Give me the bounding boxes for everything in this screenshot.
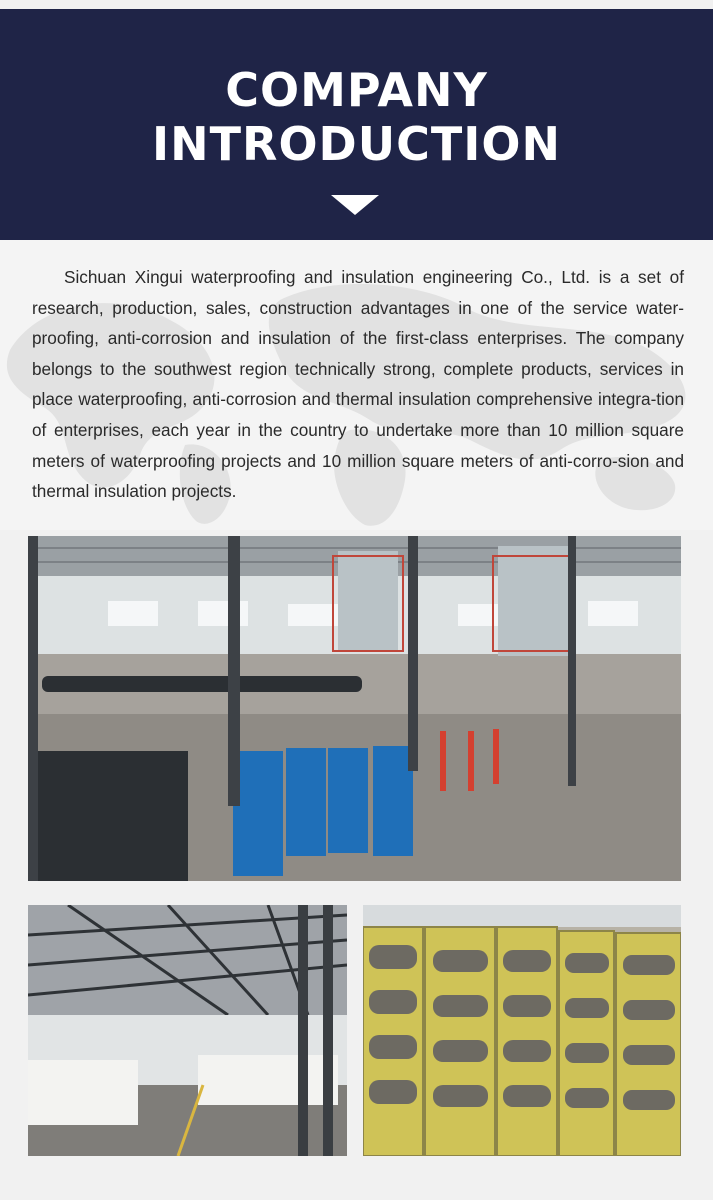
warehouse-photo (28, 905, 347, 1156)
title-line-1: COMPANY (225, 63, 488, 117)
title-banner (0, 9, 713, 240)
title-line-2: INTRODUCTION (152, 117, 561, 171)
insulation-stack-photo (363, 905, 681, 1156)
factory-floor-photo (28, 536, 681, 881)
intro-paragraph: Sichuan Xingui waterproofing and insulation engineering Co., Ltd. is a set of research, production, sales, construction advantages in one of the service water-proofing, anti-corrosion and insulation of the first-class enterprises. The company belongs to the southwest region technically strong, complete products, services in place waterproofing, anti-corrosion and thermal insulation comprehensive integra-tion of enterprises, each year in the country to undertake more than 10 million square meters of waterproofing projects and 10 million square meters of anti-corro-sion and thermal insulation projects. (32, 267, 684, 502)
page-title (0, 63, 713, 171)
intro-section (0, 240, 713, 530)
triangle-down-icon (331, 195, 379, 215)
